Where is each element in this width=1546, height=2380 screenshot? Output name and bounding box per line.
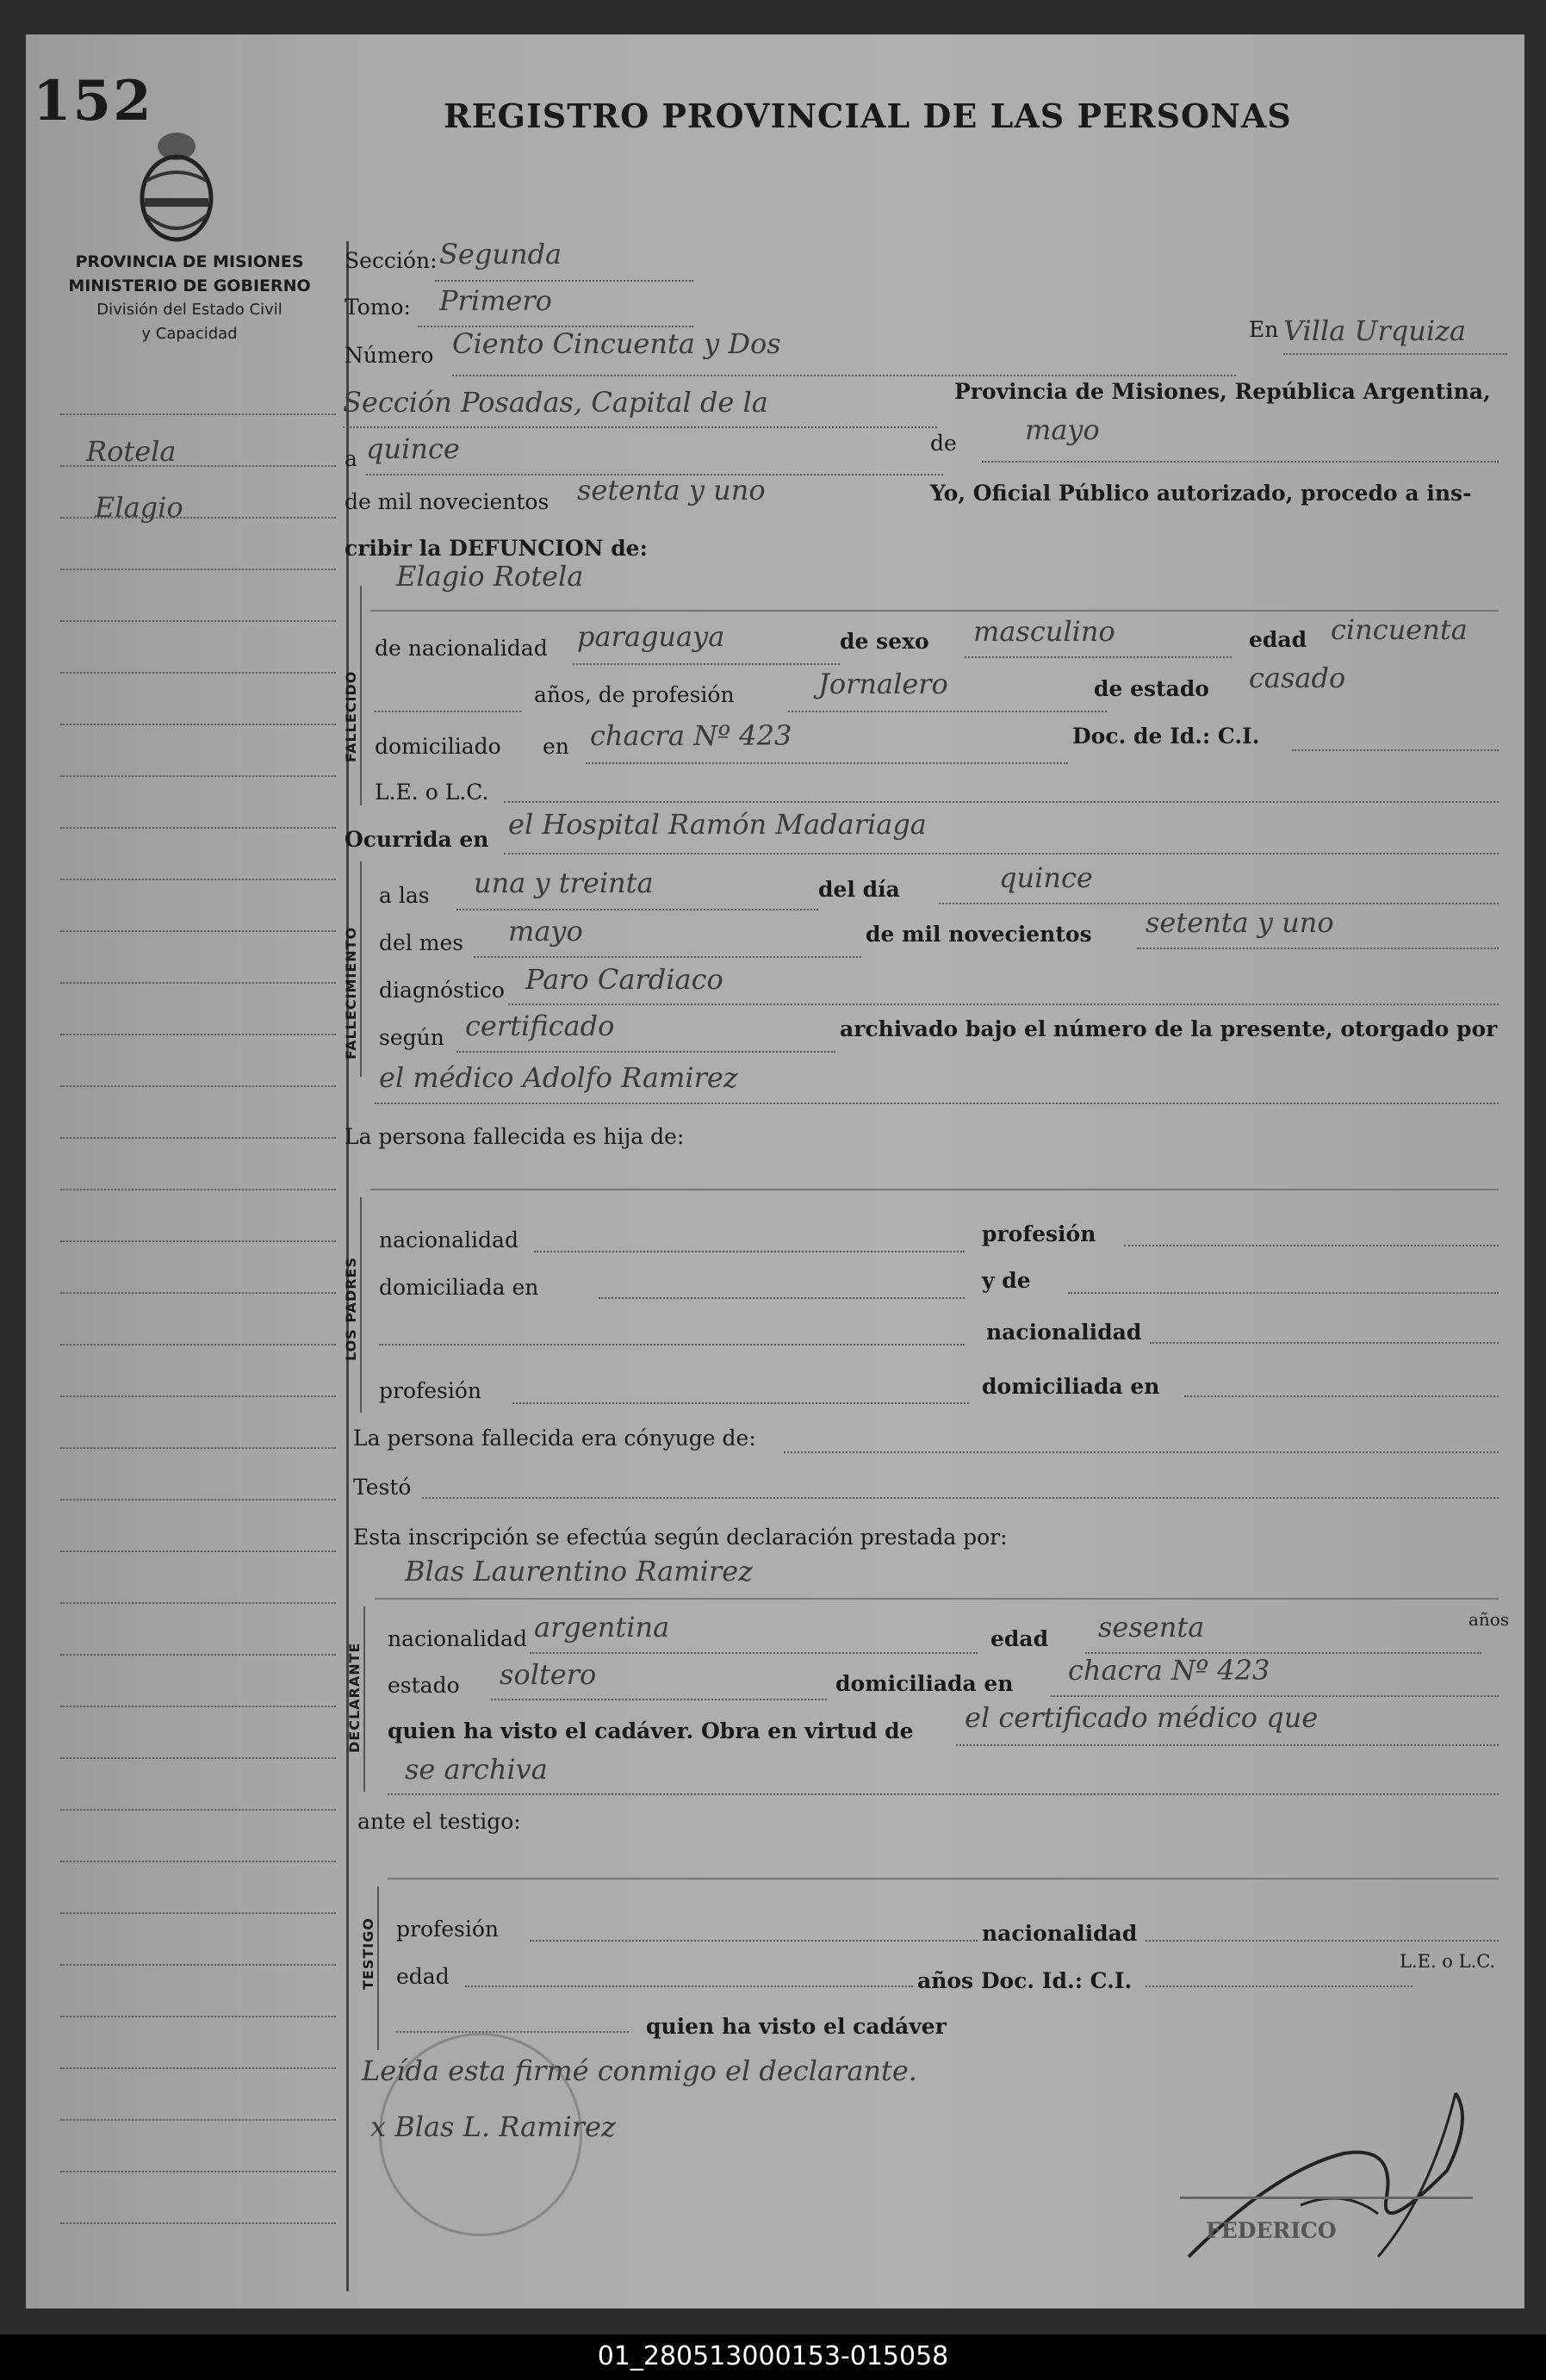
ocurrida-value: el Hospital Ramón Madariaga — [508, 808, 927, 841]
testigo-edad-label: edad — [396, 1964, 450, 1989]
ministry-line-3: División del Estado Civil — [96, 301, 283, 319]
seccion-label: Sección: — [345, 248, 438, 273]
declarante-virtud-value: el certificado médico que — [965, 1701, 1319, 1734]
testigo-le-label: L.E. o L.C. — [1400, 1951, 1496, 1972]
closing-line-2: x Blas L. Ramirez — [370, 2110, 616, 2143]
hora-value: una y treinta — [474, 867, 654, 899]
nacionalidad-label: de nacionalidad — [375, 636, 548, 661]
seccion-value: Segunda — [439, 238, 562, 270]
hora-label: a las — [379, 883, 430, 908]
padres-nacionalidad2-label: nacionalidad — [986, 1320, 1142, 1345]
declarante-side-label: DECLARANTE — [346, 1642, 363, 1753]
year-value: setenta y uno — [577, 474, 766, 506]
declarante-domiciliada-label: domiciliada en — [835, 1671, 1014, 1696]
segun-value: certificado — [465, 1010, 615, 1042]
ministry-line-1: PROVINCIA DE MISIONES — [75, 252, 304, 271]
coat-of-arms-icon — [129, 129, 224, 250]
anio-value: setenta y uno — [1146, 906, 1334, 939]
conyuge-text: La persona fallecida era cónyuge de: — [353, 1426, 756, 1451]
domicilio-value: chacra Nº 423 — [590, 719, 792, 752]
ministry-line-4: y Capacidad — [141, 325, 238, 343]
declarante-estado-value: soltero — [500, 1658, 597, 1691]
declarante-edad-label: edad — [990, 1626, 1049, 1651]
archivado-text: archivado bajo el número de la presente, otorgado por — [840, 1016, 1498, 1041]
stamp-text: FEDERICO — [1206, 2218, 1337, 2243]
footer-code: 01_280513000153-015058 — [597, 2341, 949, 2371]
dia-label: del día — [818, 877, 900, 902]
month-value: mayo — [1025, 413, 1100, 446]
declarante-nacionalidad-value: argentina — [534, 1611, 670, 1644]
closing-line-1: Leída esta firmé conmigo el declarante. — [362, 2054, 917, 2087]
ocurrida-label: Ocurrida en — [345, 827, 489, 852]
padres-side-label: LOS PADRES — [343, 1256, 359, 1361]
hija-text: La persona fallecida es hija de: — [345, 1124, 685, 1149]
a-label: a — [345, 446, 357, 471]
declarante-estado-label: estado — [388, 1673, 460, 1698]
dia-value: quince — [999, 861, 1093, 894]
faded-seal-stamp — [379, 2033, 582, 2236]
margin-note-surname: Rotela — [86, 435, 177, 468]
domicilio-en-label: en — [543, 734, 569, 759]
sexo-value: masculino — [973, 615, 1115, 648]
document-page — [26, 34, 1524, 2309]
ministry-header — [43, 250, 336, 346]
testigo-visto-label: quien ha visto el cadáver — [646, 2014, 947, 2039]
profesion-value: Jornalero — [818, 668, 948, 700]
fallecimiento-side-label: FALLECIMIENTO — [343, 926, 359, 1060]
padres-profesion-label: profesión — [982, 1221, 1096, 1246]
medico-value: el médico Adolfo Ramirez — [379, 1061, 738, 1094]
anos-profesion-label: años, de profesión — [534, 682, 735, 707]
testigo-profesion-label: profesión — [396, 1917, 500, 1942]
testigo-nacionalidad-label: nacionalidad — [982, 1921, 1138, 1946]
deceased-name-value: Elagio Rotela — [396, 560, 584, 593]
testigo-doc-label: años Doc. Id.: C.I. — [917, 1968, 1133, 1993]
document-title: REGISTRO PROVINCIAL DE LAS PERSONAS — [444, 96, 1292, 135]
padres-profesion2-label: profesión — [379, 1378, 482, 1403]
padres-yde-label: y de — [982, 1268, 1031, 1293]
year-label: de mil novecientos — [345, 489, 549, 514]
en-value: Villa Urquiza — [1283, 314, 1467, 347]
sexo-label: de sexo — [840, 629, 929, 654]
tomo-value: Primero — [439, 284, 552, 317]
estado-label: de estado — [1094, 676, 1209, 701]
oficial-text: Yo, Oficial Público autorizado, procedo a ins- — [930, 481, 1472, 506]
padres-domiciliada-label: domiciliada en — [379, 1275, 539, 1300]
official-signature — [1171, 2067, 1516, 2283]
fallecido-side-label: FALLECIDO — [343, 670, 359, 762]
declarante-virtud-value-2: se archiva — [405, 1753, 548, 1786]
doc-label: Doc. de Id.: C.I. — [1072, 724, 1260, 749]
domicilio-label: domiciliado — [375, 734, 501, 759]
provincia-text: Provincia de Misiones, República Argentina, — [954, 379, 1491, 404]
estado-value: casado — [1249, 662, 1346, 694]
testigo-side-label: TESTIGO — [360, 1917, 376, 1990]
edad-value: cincuenta — [1331, 613, 1468, 646]
declaracion-text: Esta inscripción se efectúa según declaración prestada por: — [353, 1525, 1008, 1550]
margin-note-name: Elagio — [95, 491, 183, 524]
ministry-line-2: MINISTERIO DE GOBIERNO — [68, 277, 311, 295]
edad-label: edad — [1249, 627, 1307, 652]
declarante-domicilio-value: chacra Nº 423 — [1068, 1654, 1270, 1687]
ante-testigo-label: ante el testigo: — [357, 1809, 521, 1834]
testo-label: Testó — [353, 1475, 412, 1500]
en-label: En — [1249, 317, 1279, 342]
declarante-name-value: Blas Laurentino Ramirez — [405, 1555, 753, 1588]
diagnostico-value: Paro Cardiaco — [525, 963, 723, 996]
numero-label: Número — [345, 343, 434, 368]
page-number: 152 — [33, 69, 153, 134]
declarante-visto-label: quien ha visto el cadáver. Obra en virtud de — [388, 1718, 914, 1743]
padres-nacionalidad-label: nacionalidad — [379, 1227, 518, 1252]
declarante-nacionalidad-label: nacionalidad — [388, 1626, 527, 1651]
segun-label: según — [379, 1025, 444, 1050]
nacionalidad-value: paraguaya — [577, 620, 725, 653]
le-label: L.E. o L.C. — [375, 780, 489, 805]
numero-value: Ciento Cincuenta y Dos — [452, 327, 781, 360]
tomo-label: Tomo: — [345, 295, 411, 320]
mes-label: del mes — [379, 930, 464, 955]
declarante-edad-value: sesenta — [1098, 1611, 1205, 1644]
declarante-anos-label: años — [1468, 1609, 1510, 1630]
de-label: de — [930, 431, 957, 456]
mes-value: mayo — [508, 915, 583, 948]
inscribir-text: cribir la DEFUNCION de: — [345, 536, 648, 561]
place-value: Sección Posadas, Capital de la — [343, 386, 768, 419]
padres-domiciliada2-label: domiciliada en — [982, 1374, 1160, 1399]
diagnostico-label: diagnóstico — [379, 978, 505, 1003]
anio-label: de mil novecientos — [866, 922, 1092, 947]
day-value: quince — [366, 432, 460, 465]
